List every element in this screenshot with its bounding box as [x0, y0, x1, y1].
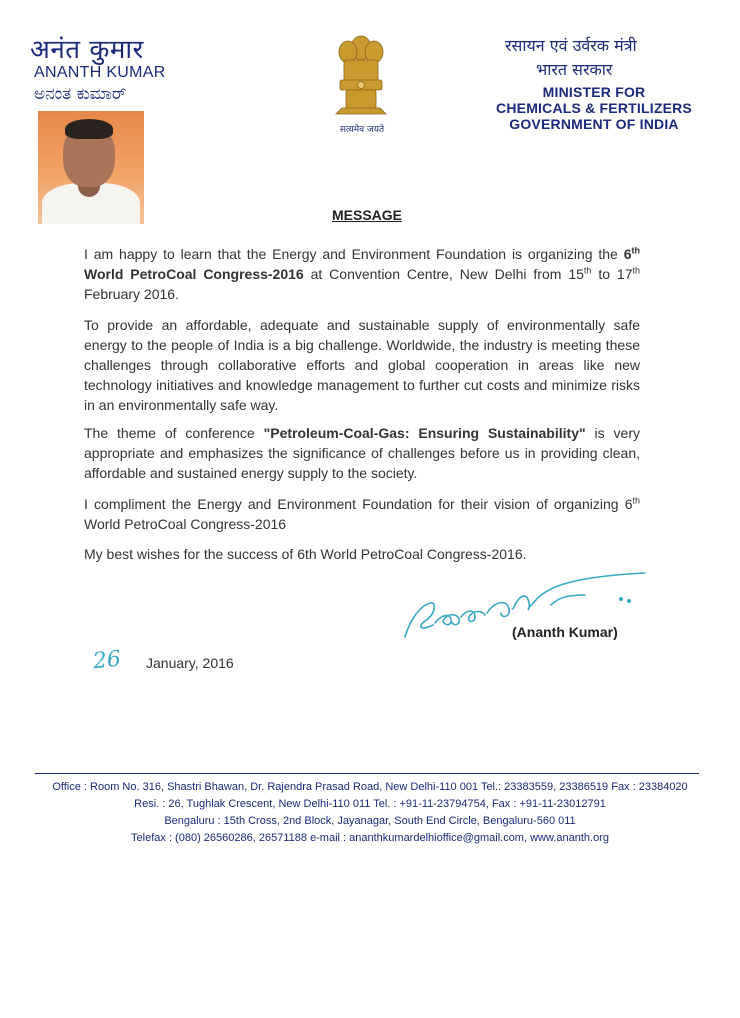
name-kannada: ಅನಂತ ಕುಮಾರ್ — [34, 84, 127, 104]
footer-residence: Resi. : 26, Tughlak Crescent, New Delhi-110 011 Tel. : +91-11-23794754, Fax : +91-11-23012791 — [134, 798, 606, 810]
minister-title-hindi: रसायन एवं उर्वरक मंत्री — [505, 36, 637, 55]
minister-title-english — [484, 84, 704, 132]
paragraph-1: I am happy to learn that the Energy and Environment Foundation is organizing the 6th World PetroCoal Congress-2016 at Convention Centre, New Delhi from 15th to 17th February 2016. — [84, 245, 640, 302]
footer-office: Office : Room No. 316, Shastri Bhawan, Dr. Rajendra Prasad Road, New Delhi-110 001 Tel.: 23383559, 23386519 Fax : 23384020 — [52, 781, 688, 793]
date-day-handwritten: 26 — [91, 646, 123, 675]
message-heading: MESSAGE — [332, 207, 403, 223]
paragraph-3: The theme of conference "Petroleum-Coal-Gas: Ensuring Sustainability" is very appropriate and emphasizes the significance of challenges before us in providing clean, affordable and sustained energy supply to the society. — [84, 425, 640, 481]
date-month-year: January, 2016 — [146, 655, 234, 671]
emblem-motto: सत्यमेव जयते — [339, 125, 385, 135]
paragraph-2: To provide an affordable, adequate and sustainable supply of environmentally safe energy to the people of India is a big challenge. Worldwide, the industry is meeting these challenges through collaborative efforts and global cooperation in areas like new technology initiatives and knowledge management to further cut costs and minimize risks in an environmentally safe way. — [84, 317, 640, 413]
state-emblem-icon — [330, 30, 392, 120]
signatory-name: (Ananth Kumar) — [512, 624, 618, 640]
paragraph-4: I compliment the Energy and Environment Foundation for their vision of organizing 6th World PetroCoal Congress-2016 — [84, 495, 640, 532]
name-hindi: अनंत कुमार — [30, 35, 144, 65]
minister-line-3: GOVERNMENT OF INDIA — [509, 116, 679, 132]
name-english: ANANTH KUMAR — [34, 64, 166, 81]
paragraph-5: My best wishes for the success of 6th World PetroCoal Congress-2016. — [84, 546, 527, 562]
footer-divider — [35, 773, 699, 774]
minister-line-2: CHEMICALS & FERTILIZERS — [496, 100, 692, 116]
minister-line-1: MINISTER FOR — [542, 84, 646, 100]
footer-address — [30, 779, 710, 847]
government-hindi: भारत सरकार — [536, 60, 613, 79]
portrait-photo — [38, 111, 144, 224]
footer-telefax-email: Telefax : (080) 26560286, 26571188 e-mail : ananthkumardelhioffice@gmail.com, www.ananth.org — [131, 832, 609, 844]
footer-bengaluru: Bengaluru : 15th Cross, 2nd Block, Jayanagar, South End Circle, Bengaluru-560 011 — [164, 815, 576, 827]
